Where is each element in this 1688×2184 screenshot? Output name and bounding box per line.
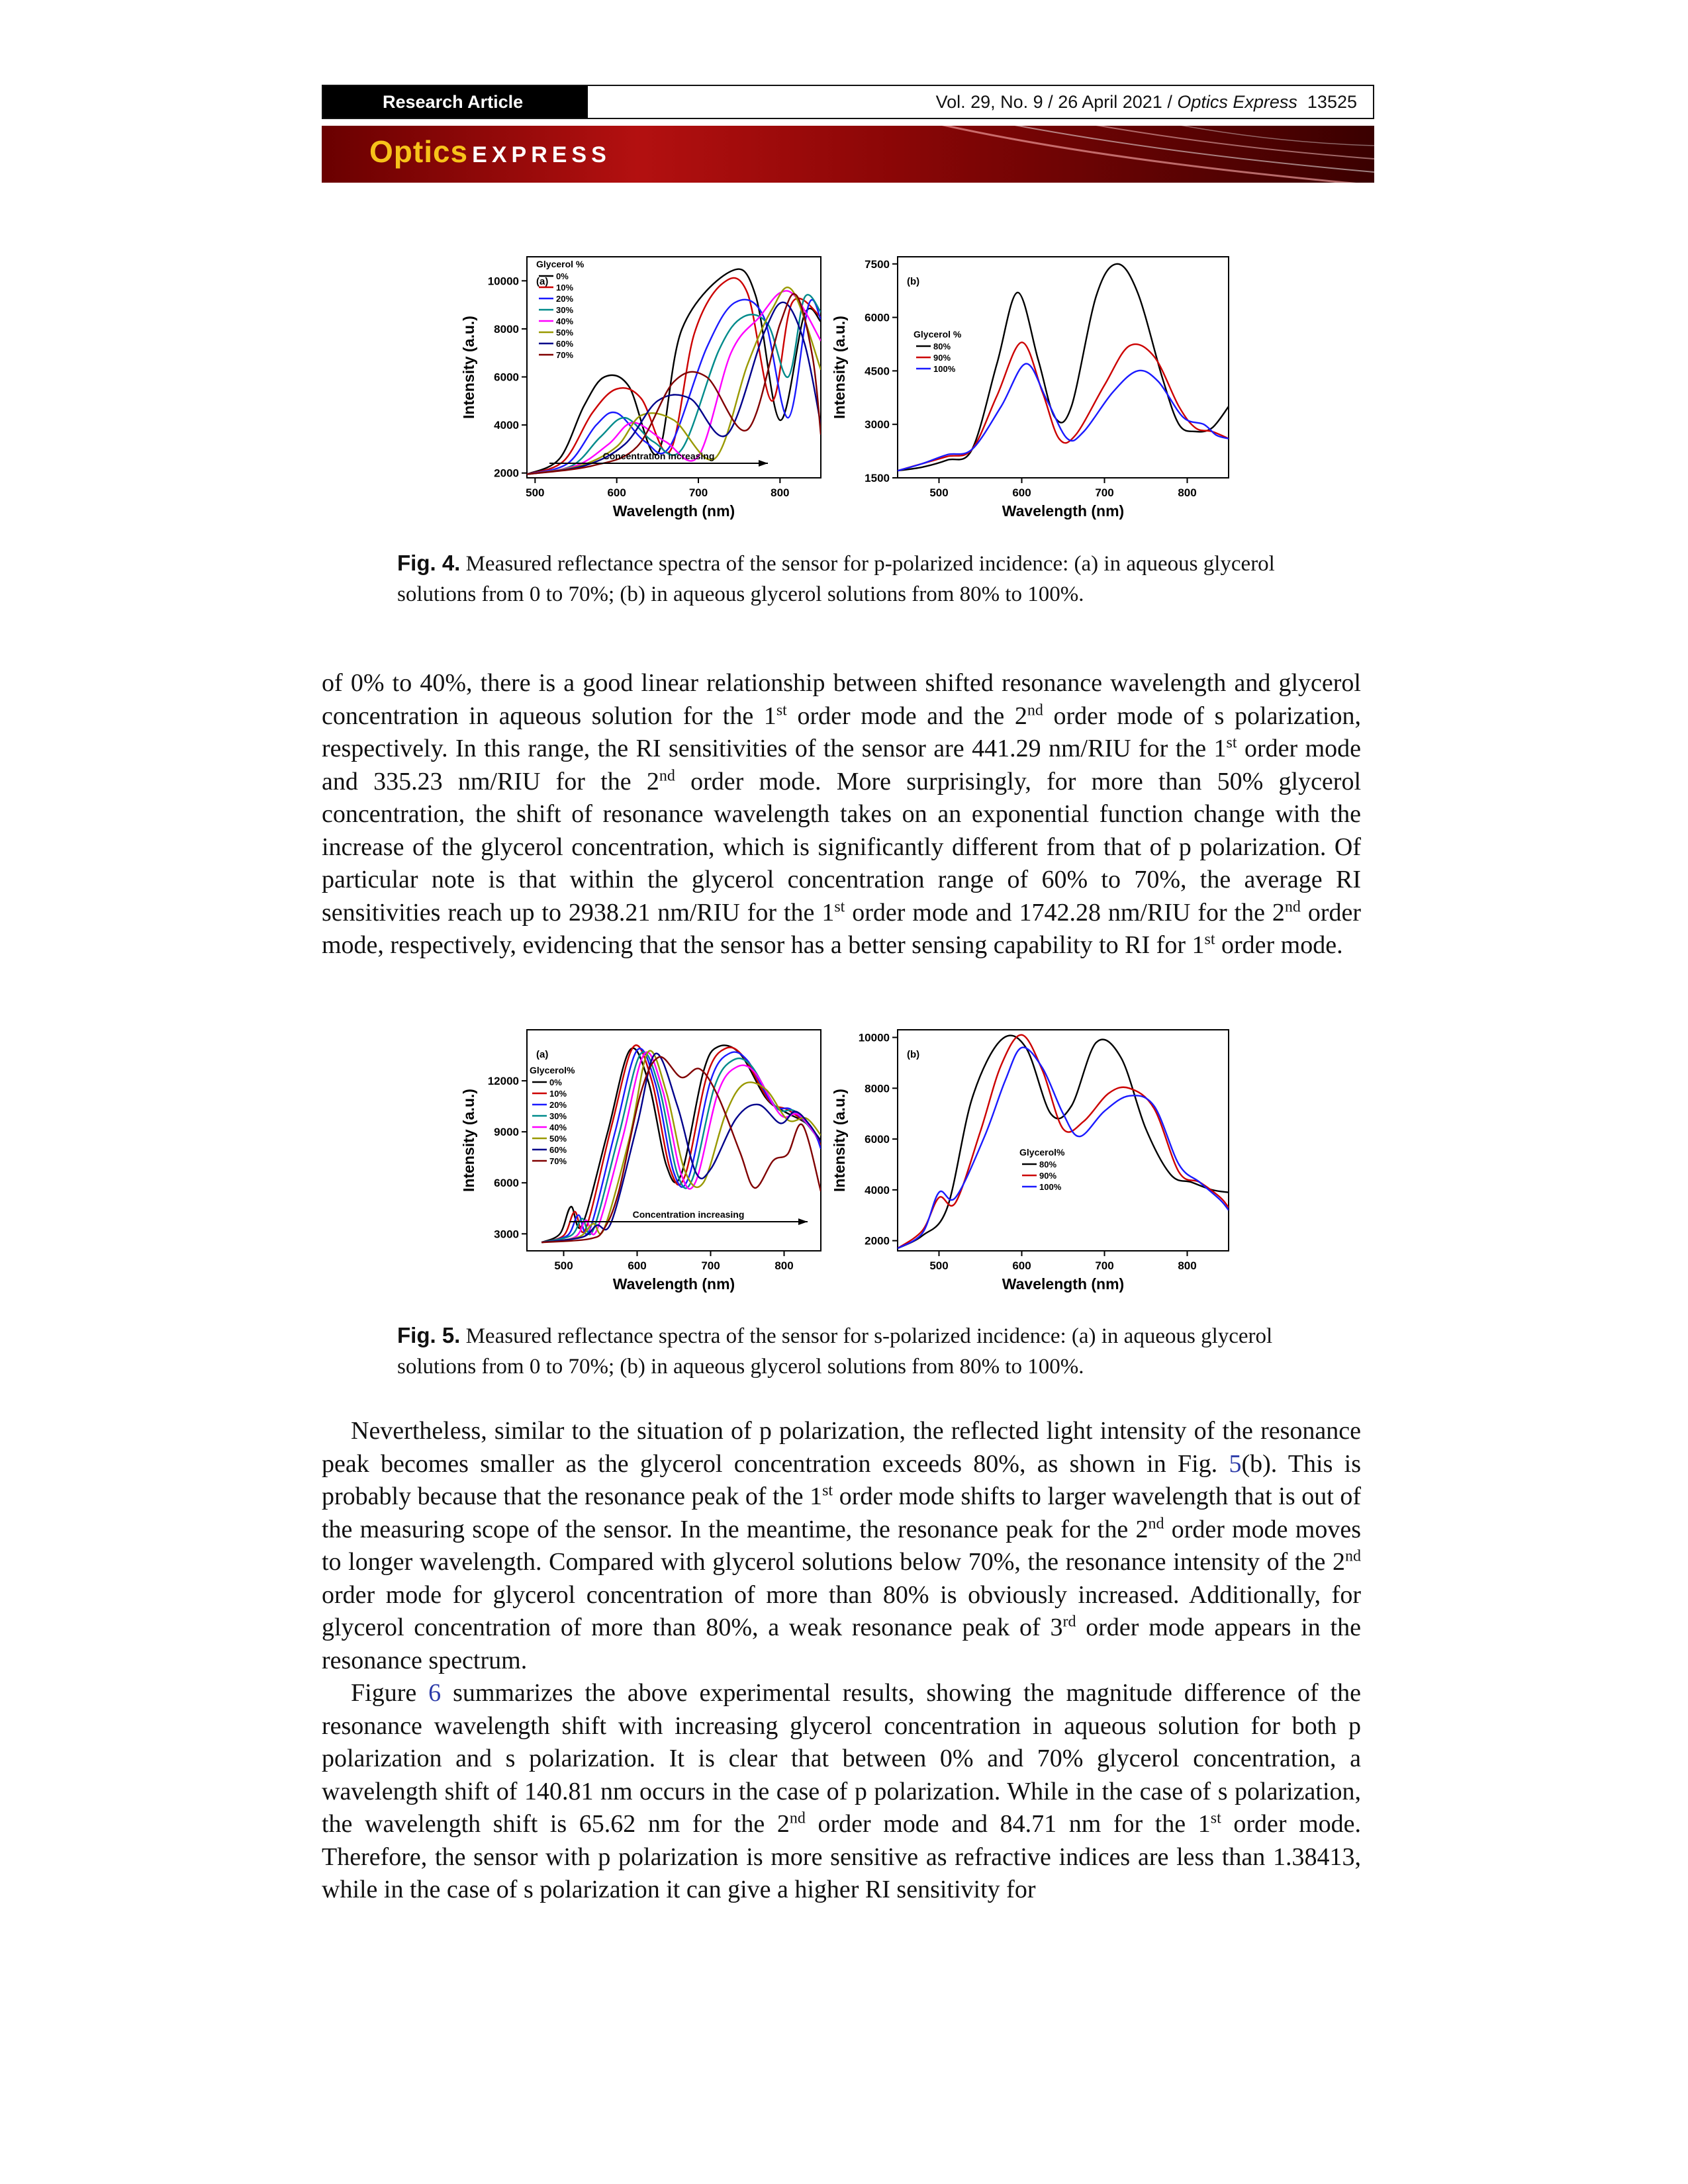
text-run: order mode for glycerol concentration of more than 80% is obviously increased. Additionally, for glycerol concentration of more than 80%, a weak resonance peak of 3	[322, 1580, 1361, 1641]
text-run: (b). This is probably because that the resonance peak of the 1	[322, 1449, 1362, 1510]
x-tick-label: 700	[1095, 486, 1114, 499]
series-line-90pct	[898, 1035, 1229, 1249]
y-tick-label: 6000	[494, 1177, 519, 1190]
x-tick-label: 700	[688, 486, 708, 499]
x-tick-label: 800	[771, 486, 790, 499]
x-tick-label: 800	[774, 1259, 794, 1272]
legend-entry: 60%	[549, 1145, 567, 1155]
legend-entry: 50%	[556, 328, 574, 338]
journal-header	[322, 85, 1374, 119]
chart-fig5b	[831, 1030, 1229, 1293]
y-tick-label: 3000	[865, 418, 890, 432]
figure-ref-link[interactable]: 5	[1229, 1449, 1242, 1478]
legend-title: Glycerol %	[914, 329, 962, 340]
superscript: st	[1226, 734, 1237, 752]
y-tick-label: 6000	[865, 1133, 890, 1146]
figure-5-caption	[397, 1320, 1311, 1382]
figure-5-label: Fig. 5.	[397, 1323, 461, 1347]
legend-entry: 20%	[549, 1100, 567, 1110]
chart-fig4a	[460, 257, 821, 520]
y-tick-label: 4000	[494, 419, 519, 432]
y-tick-label: 12000	[487, 1075, 519, 1088]
legend-title: Glycerol%	[530, 1065, 575, 1075]
paragraph-3	[322, 1677, 1361, 1907]
page-number: 13525	[1307, 91, 1357, 112]
legend-title: Glycerol%	[1019, 1147, 1065, 1158]
superscript: nd	[1027, 701, 1043, 719]
legend-entry: 40%	[556, 316, 574, 326]
x-tick-label: 500	[929, 1259, 949, 1272]
chart-fig4b	[831, 257, 1229, 520]
superscript: nd	[1345, 1547, 1361, 1565]
text-run: order mode. More surprisingly, for more than 50% glycerol concentration, the shift of resonance wavelength takes on an exponential function change with the increase of the glycerol concentration, which is significantly different from that of p polarization. Of particular note is that within the glycerol concentration range of 60% to 70%, the average RI sensitivities reach up to 2938.21 nm/RIU for the 1	[322, 767, 1362, 927]
text-run: order mode appears in the resonance spectrum.	[322, 1614, 1361, 1674]
y-tick-label: 3000	[494, 1228, 519, 1241]
superscript: nd	[1284, 897, 1301, 915]
figure-ref-link[interactable]: 6	[428, 1679, 442, 1707]
annotation-label: Concentration increasing	[602, 451, 715, 461]
y-tick-label: 8000	[865, 1082, 890, 1095]
series-line-80pct	[898, 1036, 1229, 1249]
text-run: order mode and 1742.28 nm/RIU for the 2	[845, 898, 1285, 927]
legend-entry: 10%	[549, 1089, 567, 1099]
y-axis-label: Intensity (a.u.)	[460, 1089, 477, 1192]
x-tick-label: 600	[1012, 486, 1031, 499]
text-run: order mode, respectively, evidencing that the sensor has a better sensing capability to RI for 1	[322, 898, 1361, 959]
text-run: summarizes the above experimental results, showing the magnitude difference of the resonance wavelength shift with increasing glycerol concentration in aqueous solution for both p polarization and s polarization. It is clear that between 0% and 70% glycerol concentration, a wavelength shift of 140.81 nm occurs in the case of p polarization. While in the case of s polarization, the wavelength shift is 65.62 nm for the 2	[322, 1679, 1361, 1838]
text-run: order mode moves to longer wavelength. Compared with glycerol solutions below 70%, the resonance intensity of the 2	[322, 1515, 1362, 1576]
superscript: st	[834, 897, 845, 915]
x-axis-label: Wavelength (nm)	[612, 1275, 735, 1293]
x-tick-label: 600	[628, 1259, 647, 1272]
legend-entry: 70%	[549, 1156, 567, 1166]
legend-entry: 10%	[556, 283, 574, 293]
journal-banner	[322, 126, 1374, 183]
citation-prefix: Vol. 29, No. 9 / 26 April 2021 /	[935, 91, 1178, 112]
figure-4-label: Fig. 4.	[397, 551, 461, 575]
section-label: Research Article	[323, 86, 588, 118]
legend-entry: 90%	[1039, 1171, 1057, 1181]
superscript: st	[1204, 931, 1215, 948]
series-group	[898, 1035, 1229, 1249]
text-run: order mode. Therefore, the sensor with p polarization is more sensitive as refractive indices are less than 1.38413, while in the case of s polarization it can give a higher RI sensitivity for	[322, 1810, 1361, 1903]
text-run: of 0% to 40%, there is a good linear relationship between shifted resonance wavelength and glycerol concentration in aqueous solution for the 1	[322, 669, 1361, 730]
x-tick-label: 500	[526, 486, 545, 499]
y-tick-label: 6000	[494, 371, 519, 384]
y-axis-label: Intensity (a.u.)	[831, 316, 848, 419]
legend-entry: 90%	[933, 353, 951, 363]
legend-entry: 20%	[556, 294, 574, 304]
journal-name: Optics Express	[1177, 91, 1297, 112]
text-run: Figure	[351, 1679, 429, 1707]
text-run: order mode of s polarization, respectively. In this range, the RI sensitivities of the sensor are 441.29 nm/RIU for the 1	[322, 702, 1361, 762]
chart-fig5a	[460, 1030, 821, 1293]
text-run: order mode and 335.23 nm/RIU for the 2	[322, 735, 1361, 796]
text-run: order mode shifts to larger wavelength that is out of the measuring scope of the sensor. In the meantime, the resonance peak for the 2	[322, 1482, 1361, 1543]
x-tick-label: 600	[607, 486, 626, 499]
x-axis-label: Wavelength (nm)	[1002, 1275, 1125, 1293]
legend-entry: 70%	[556, 350, 574, 360]
superscript: rd	[1062, 1613, 1076, 1631]
y-tick-label: 2000	[865, 1234, 890, 1248]
superscript: nd	[789, 1809, 806, 1827]
legend-entry: 0%	[549, 1077, 562, 1087]
panel-label: (a)	[536, 276, 549, 287]
legend-title: Glycerol %	[536, 259, 585, 269]
superscript: st	[1210, 1809, 1221, 1827]
x-axis-label: Wavelength (nm)	[1002, 502, 1125, 520]
legend-entry: 100%	[933, 364, 956, 374]
y-axis-label: Intensity (a.u.)	[831, 1089, 848, 1192]
y-tick-label: 4500	[865, 365, 890, 378]
text-run: order mode and the 2	[786, 702, 1027, 730]
series-line-100pct	[898, 364, 1229, 471]
legend-entry: 100%	[1039, 1182, 1062, 1192]
figure-5	[457, 1011, 1238, 1309]
x-axis-label: Wavelength (nm)	[612, 502, 735, 520]
y-tick-label: 7500	[865, 257, 890, 271]
paragraph-1	[322, 667, 1361, 962]
text-run: order mode and 84.71 nm for the 1	[805, 1810, 1211, 1838]
annotation-arrow-head	[759, 460, 768, 467]
y-tick-label: 2000	[494, 467, 519, 480]
figure-4-caption-text: Measured reflectance spectra of the sensor for p-polarized incidence: (a) in aqueous glycerol solutions from 0 to 70%; (b) in aqueous glycerol solutions from 80% to 100%.	[397, 552, 1275, 606]
y-tick-label: 4000	[865, 1183, 890, 1197]
y-tick-label: 8000	[494, 322, 519, 336]
annotation-label: Concentration increasing	[632, 1209, 745, 1220]
paragraph-2	[322, 1415, 1361, 1677]
plot-frame	[898, 1030, 1229, 1251]
figure-4-caption	[397, 548, 1311, 610]
x-tick-label: 500	[554, 1259, 573, 1272]
panel-label: (a)	[536, 1049, 549, 1060]
y-tick-label: 6000	[865, 311, 890, 324]
superscript: nd	[659, 766, 675, 784]
legend-entry: 60%	[556, 339, 574, 349]
superscript: st	[822, 1482, 833, 1500]
citation	[588, 92, 1373, 113]
y-tick-label: 9000	[494, 1126, 519, 1139]
y-tick-label: 10000	[487, 275, 519, 288]
legend-entry: 30%	[549, 1111, 567, 1121]
panel-label: (b)	[907, 1049, 920, 1060]
y-tick-label: 10000	[858, 1031, 890, 1044]
x-tick-label: 700	[1095, 1259, 1114, 1272]
legend-entry: 40%	[549, 1122, 567, 1132]
legend-entry: 80%	[933, 341, 951, 351]
figure-4	[457, 238, 1238, 536]
text-run: order mode.	[1215, 931, 1343, 959]
annotation-arrow-head	[798, 1218, 808, 1225]
x-tick-label: 500	[929, 486, 949, 499]
superscript: nd	[1148, 1514, 1164, 1532]
legend-entry: 80%	[1039, 1160, 1057, 1169]
legend-entry: 30%	[556, 305, 574, 315]
y-axis-label: Intensity (a.u.)	[460, 316, 477, 419]
x-tick-label: 800	[1178, 486, 1197, 499]
x-tick-label: 700	[701, 1259, 720, 1272]
panel-label: (b)	[907, 276, 920, 287]
legend-entry: 50%	[549, 1134, 567, 1144]
superscript: st	[776, 701, 787, 719]
journal-logo: Optics EXPRESS	[369, 134, 611, 169]
y-tick-label: 1500	[865, 472, 890, 484]
x-tick-label: 800	[1178, 1259, 1197, 1272]
figure-5-caption-text: Measured reflectance spectra of the sensor for s-polarized incidence: (a) in aqueous glycerol solutions from 0 to 70%; (b) in aqueous glycerol solutions from 80% to 100%.	[397, 1324, 1273, 1379]
legend-entry: 0%	[556, 271, 569, 281]
x-tick-label: 600	[1012, 1259, 1031, 1272]
text-run: Nevertheless, similar to the situation of p polarization, the reflected light intensity of the resonance peak becomes smaller as the glycerol concentration exceeds 80%, as shown in Fig.	[322, 1417, 1361, 1478]
